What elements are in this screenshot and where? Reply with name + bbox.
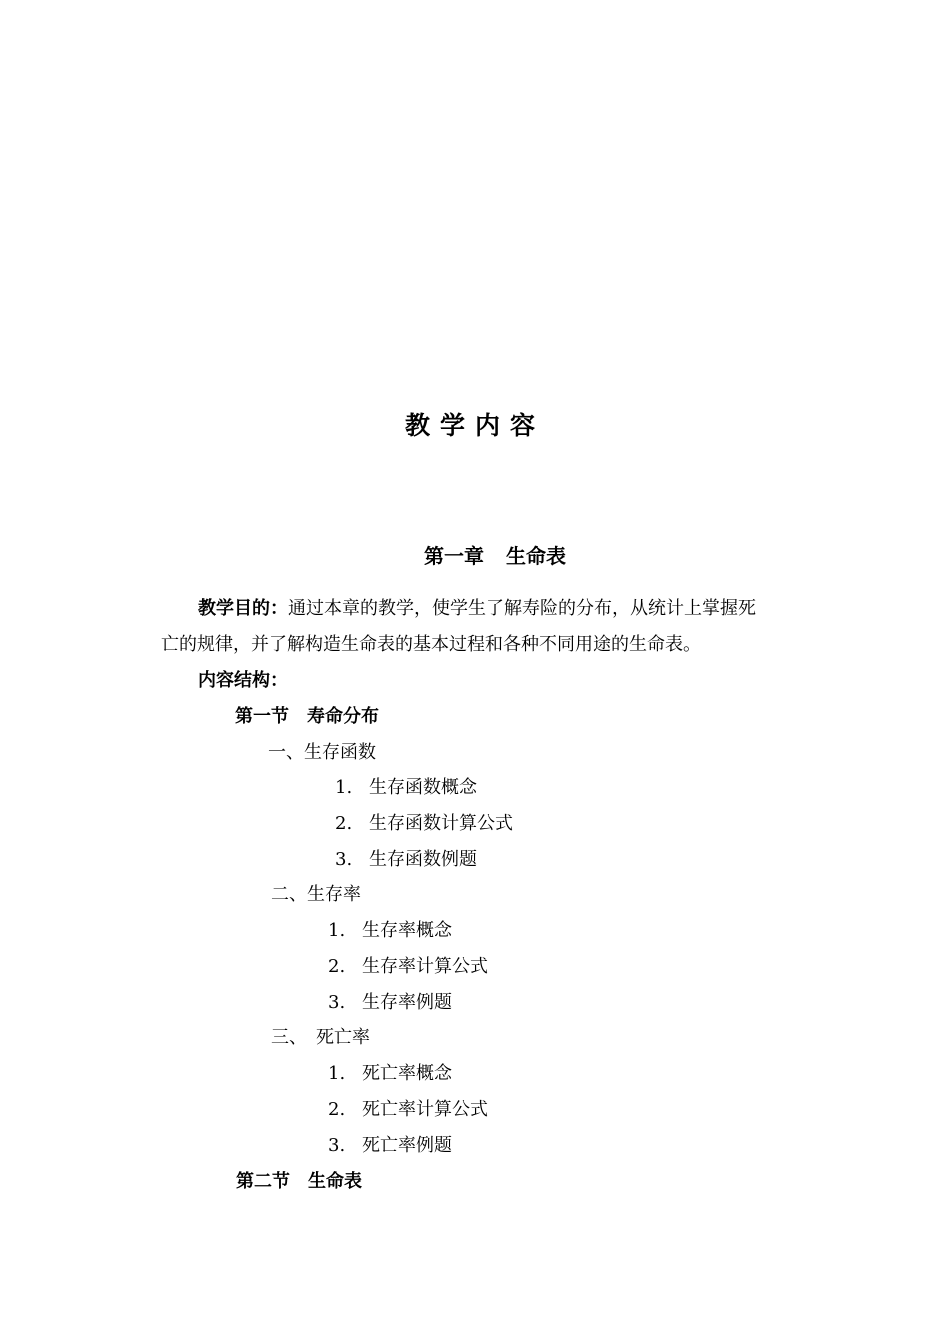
list-item: [328, 952, 488, 978]
item-number: 1.: [335, 777, 353, 798]
list-item: [328, 988, 452, 1014]
item-number: 3.: [328, 1135, 346, 1156]
objective-line-1: [198, 594, 756, 620]
item-number: 2.: [335, 813, 353, 834]
subsection-3-heading: 三、 死亡率: [271, 1027, 370, 1048]
subsection-1-heading: 一、生存函数: [268, 742, 376, 763]
list-item: [335, 845, 477, 871]
list-item: [328, 1095, 488, 1121]
item-number: 3.: [328, 992, 346, 1013]
item-number: 2.: [328, 956, 346, 977]
chapter-name: 生命表: [506, 544, 566, 568]
item-text: 死亡率计算公式: [362, 1099, 488, 1120]
objective-label: 教学目的：: [198, 598, 288, 619]
chapter-number: 第一章: [424, 544, 484, 568]
list-item: [328, 1131, 452, 1157]
item-number: 1.: [328, 920, 346, 941]
objective-text-1: 通过本章的教学，使学生了解寿险的分布，从统计上掌握死: [288, 598, 756, 619]
item-text: 死亡率概念: [362, 1063, 452, 1084]
list-item: [335, 773, 477, 799]
list-item: [328, 1059, 452, 1085]
item-text: 死亡率例题: [362, 1135, 452, 1156]
item-text: 生存率计算公式: [362, 956, 488, 977]
item-text: 生存函数概念: [369, 777, 477, 798]
objective-text-2: 亡的规律，并了解构造生命表的基本过程和各种不同用途的生命表。: [161, 634, 701, 655]
structure-label: 内容结构：: [198, 670, 288, 691]
list-item: [328, 916, 452, 942]
item-text: 生存率例题: [362, 992, 452, 1013]
item-text: 生存函数计算公式: [369, 813, 513, 834]
chapter-heading: [0, 540, 950, 569]
list-item: [335, 809, 513, 835]
subsection-2-heading: 二、生存率: [271, 884, 361, 905]
section-2-heading: 第二节 生命表: [236, 1171, 362, 1192]
section-1-heading: 第一节 寿命分布: [235, 706, 379, 727]
item-text: 生存函数例题: [369, 849, 477, 870]
item-text: 生存率概念: [362, 920, 452, 941]
item-number: 2.: [328, 1099, 346, 1120]
document-title: 教学内容: [404, 411, 545, 440]
item-number: 1.: [328, 1063, 346, 1084]
item-number: 3.: [335, 849, 353, 870]
